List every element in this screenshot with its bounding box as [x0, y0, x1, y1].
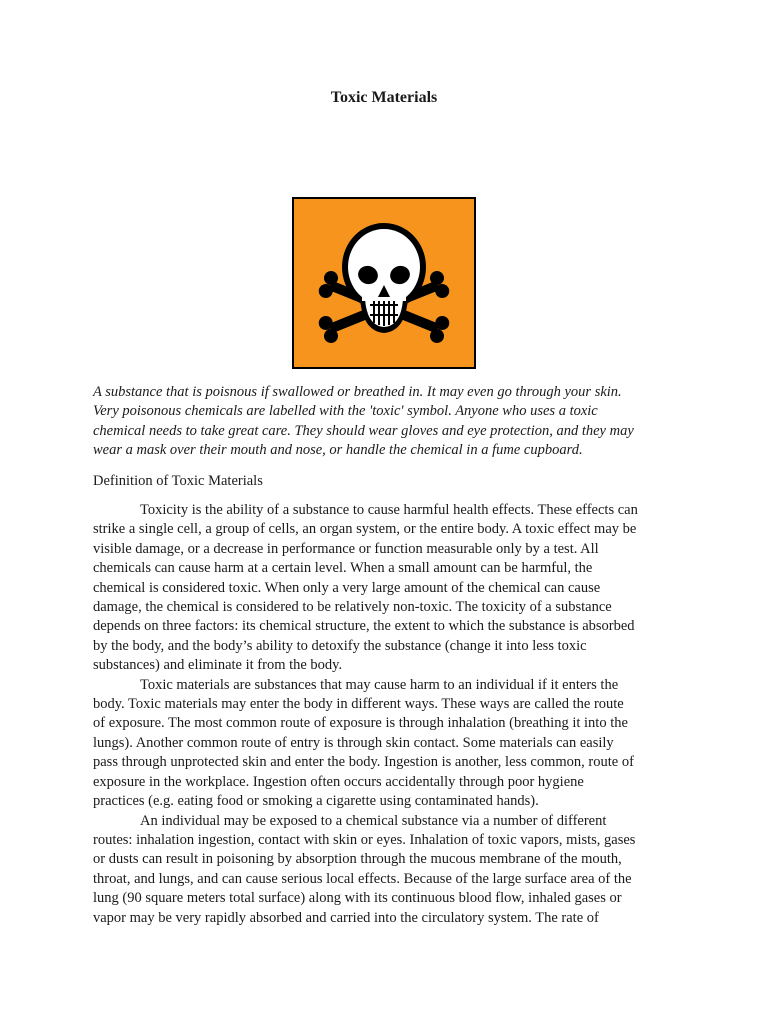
body-line: Toxic materials are substances that may cause harm to an individual if it enters the	[140, 676, 619, 693]
body-line: by the body, and the body’s ability to detoxify the substance (change it into less toxic	[93, 637, 587, 654]
body-line: substances) and eliminate it from the body.	[93, 657, 343, 674]
body-line: An individual may be exposed to a chemical substance via a number of different	[140, 812, 607, 829]
body-line: routes: inhalation ingestion, contact with skin or eyes. Inhalation of toxic vapors, mists, gases	[93, 831, 636, 848]
section-heading: Definition of Toxic Materials	[93, 473, 263, 489]
body-line: chemicals can cause harm at a certain level. When a small amount can be harmful, the	[93, 560, 593, 577]
body-line: or dusts can result in poisoning by absorption through the mucous membrane of the mouth,	[93, 851, 622, 868]
body-text	[93, 501, 683, 928]
body-line: body. Toxic materials may enter the body in different ways. These ways are called the route	[93, 696, 624, 713]
intro-paragraph	[93, 383, 683, 461]
body-line: practices (e.g. eating food or smoking a cigarette using contaminated hands).	[93, 793, 539, 810]
intro-line: wear a mask over their mouth and nose, or handle the chemical in a fume cupboard.	[93, 442, 583, 459]
body-line: chemical is considered toxic. When only a very large amount of the chemical can cause	[93, 579, 601, 596]
body-line: pass through unprotected skin and enter the body. Ingestion is another, less common, route of	[93, 754, 634, 771]
body-line: depends on three factors: its chemical structure, the extent to which the substance is absorbed	[93, 618, 635, 635]
toxic-hazard-sign	[292, 197, 476, 369]
intro-line: Very poisonous chemicals are labelled with the 'toxic' symbol. Anyone who uses a toxic	[93, 403, 598, 420]
body-line: exposure in the workplace. Ingestion often occurs accidentally through poor hygiene	[93, 773, 584, 790]
body-line: of exposure. The most common route of exposure is through inhalation (breathing it into the	[93, 715, 628, 732]
body-line: strike a single cell, a group of cells, an organ system, or the entire body. A toxic effect may be	[93, 521, 637, 538]
body-line: visible damage, or a decrease in performance or function measurable only by a test. All	[93, 540, 599, 557]
skull-and-crossbones-icon	[292, 197, 476, 369]
body-line: lungs). Another common route of entry is through skin contact. Some materials can easily	[93, 734, 614, 751]
intro-line: A substance that is poisnous if swallowed or breathed in. It may even go through your skin.	[93, 384, 622, 400]
body-line: damage, the chemical is considered to be relatively non-toxic. The toxicity of a substance	[93, 599, 612, 616]
body-line: lung (90 square meters total surface) along with its continuous blood flow, inhaled gases or	[93, 890, 622, 907]
body-line: Toxicity is the ability of a substance to cause harmful health effects. These effects can	[140, 502, 638, 518]
body-line: throat, and lungs, and can cause serious local effects. Because of the large surface area of the	[93, 870, 632, 887]
intro-line: chemical needs to take great care. They should wear gloves and eye protection, and they may	[93, 422, 634, 439]
page-title: Toxic Materials	[330, 89, 438, 106]
body-line: vapor may be very rapidly absorbed and carried into the circulatory system. The rate of	[93, 909, 599, 926]
